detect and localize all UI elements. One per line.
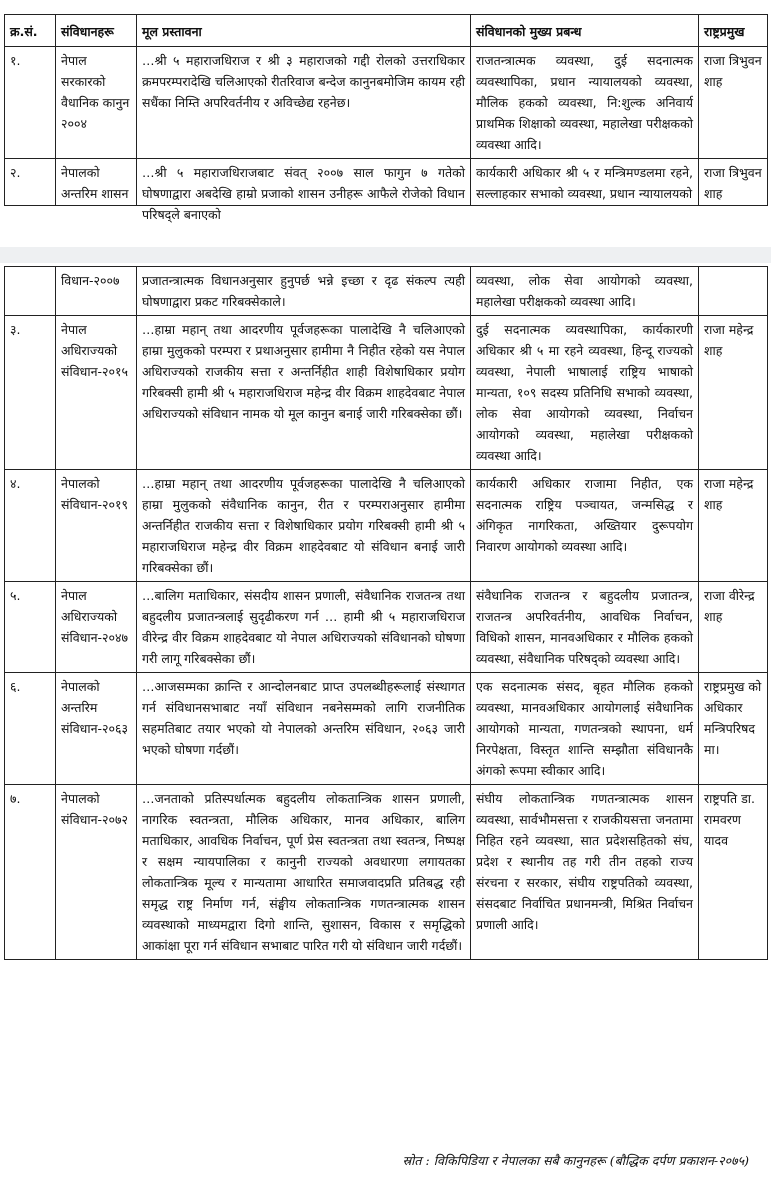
row-sn: ६. (5, 673, 56, 785)
row-sn: २. (5, 159, 56, 206)
row-constitution-name: नेपालको अन्तरिम शासन (56, 159, 137, 206)
row-constitution-name: विधान-२००७ (56, 267, 137, 316)
row-sn: १. (5, 47, 56, 159)
table-row (5, 673, 768, 785)
table-row (5, 470, 768, 582)
row-constitution-name: नेपालको संविधान-२०७२ (56, 785, 137, 960)
row-preamble: प्रजातन्त्रात्मक विधानअनुसार हुनुपर्छ भन्ने इच्छा र दृढ संकल्प त्यही घोषणाद्वारा प्रकट गरिबक्सेकाले। (137, 267, 471, 316)
row-provisions: एक सदनात्मक संसद, बृहत मौलिक हकको व्यवस्था, मानवअधिकार आयोगलाई संवैधानिक आयोगको मान्यता, गणतन्त्रको स्थापना, धर्म निरपेक्षता, विस्तृत शान्ति सम्झौता संविधानकै अंगको रूपमा स्वीकार आदि। (471, 673, 699, 785)
constitution-table-part2 (4, 266, 768, 960)
row-head-of-state: राजा त्रिभुवन शाह (699, 159, 768, 206)
row-provisions: राजतन्त्रात्मक व्यवस्था, दुई सदनात्मक व्यवस्थापिका, प्रधान न्यायालयको व्यवस्था, मौलिक हकको व्यवस्था, नि:शुल्क अनिवार्य प्राथमिक शिक्षाको व्यवस्था, महालेखा परीक्षकको व्यवस्था आदि। (471, 47, 699, 159)
header-constitution: संविधानहरू (56, 15, 137, 47)
row-head-of-state (699, 267, 768, 316)
page-break-divider (0, 247, 771, 263)
header-provisions: संविधानको मुख्य प्रबन्ध (471, 15, 699, 47)
table-row (5, 582, 768, 673)
source-citation: स्रोत : विकिपिडिया र नेपालका सबै कानुनहरू (बौद्धिक दर्पण प्रकाशन-२०७५) (402, 1153, 749, 1168)
constitution-table-part1 (4, 14, 768, 222)
row-preamble: …आजसम्मका क्रान्ति र आन्दोलनबाट प्राप्त उपलब्धीहरूलाई संस्थागत गर्न संविधानसभाबाट नयाँ संविधान नबनेसम्मको लागि राजनीतिक सहमतिबाट तयार भएको यो नेपालको अन्तरिम संविधान, २०६३ जारी भएको घोषणा गर्दछौं। (137, 673, 471, 785)
row-provisions: कार्यकारी अधिकार श्री ५ र मन्त्रिमण्डलमा रहने, सल्लाहकार सभाको व्यवस्था, प्रधान न्यायालयको (471, 159, 699, 206)
row-sn: ५. (5, 582, 56, 673)
header-sn: क्र.सं. (5, 15, 56, 47)
row-provisions: व्यवस्था, लोक सेवा आयोगको व्यवस्था, महालेखा परीक्षकको व्यवस्था आदि। (471, 267, 699, 316)
row-constitution-name: नेपाल अधिराज्यको संविधान-२०१५ (56, 316, 137, 470)
row-head-of-state: राष्ट्रपति डा. रामवरण यादव (699, 785, 768, 960)
row-preamble: …हाम्रा महान् तथा आदरणीय पूर्वजहरूका पालादेखि नै चलिआएको हाम्रा मुलुकको संवैधानिक कानुन, रीत र परम्पराअनुसार हामीमा अन्तर्निहीत राजकीय सत्ता र विशेषाधिकार प्रयोग गरिबक्सी हामी श्री ५ महाराजधिराज महेन्द्र वीर विक्रम शाहदेवबाट यो संविधान बनाई जारी गरिबक्सेका छौं। (137, 470, 471, 582)
row-sn: ७. (5, 785, 56, 960)
row-preamble: …जनताको प्रतिस्पर्धात्मक बहुदलीय लोकतान्त्रिक शासन प्रणाली, नागरिक स्वतन्त्रता, मौलिक अधिकार, मानव अधिकार, बालिग मताधिकार, आवधिक निर्वाचन, पूर्ण प्रेस स्वतन्त्रता तथा स्वतन्त्र, निष्पक्ष र सक्षम न्यायपालिका र कानुनी राज्यको अवधारणा लगायतका लोकतान्त्रिक मूल्य र मान्यतामा आधारित समाजवादप्रति प्रतिबद्ध रही समृद्ध राष्ट्र निर्माण गर्न, संङ्घीय लोकतान्त्रिक गणतन्त्रात्मक शासन व्यवस्थाको माध्यमद्वारा दिगो शान्ति, सुशासन, विकास र समृद्धिको आकांक्षा पूरा गर्न संविधान सभाबाट पारित गरी यो संविधान जारी गर्दछौं। (137, 785, 471, 960)
row-head-of-state: राष्ट्रप्रमुख को अधिकार मन्त्रिपरिषदमा। (699, 673, 768, 785)
row-head-of-state: राजा महेन्द्र शाह (699, 316, 768, 470)
row-preamble: …बालिग मताधिकार, संसदीय शासन प्रणाली, संवैधानिक राजतन्त्र तथा बहुदलीय प्रजातन्त्रलाई सुदृढीकरण गर्न … हामी श्री ५ महाराजधिराज वीरेन्द्र वीर विक्रम शाहदेवबाट यो नेपाल अधिराज्यको संविधानको घोषणा गरी लागू गरिबक्सेका छौं। (137, 582, 471, 673)
row-head-of-state: राजा वीरेन्द्र शाह (699, 582, 768, 673)
row-head-of-state: राजा महेन्द्र शाह (699, 470, 768, 582)
table-row (5, 316, 768, 470)
row-head-of-state: राजा त्रिभुवन शाह (699, 47, 768, 159)
table-row (5, 785, 768, 960)
table-row (5, 159, 768, 206)
header-head-of-state: राष्ट्रप्रमुख (699, 15, 768, 47)
row-provisions: संवैधानिक राजतन्त्र र बहुदलीय प्रजातन्त्र, राजतन्त्र अपरिवर्तनीय, आवधिक निर्वाचन, विधिको शासन, मानवअधिकार र मौलिक हकको व्यवस्था, संवैधानिक परिषद्को व्यवस्था आदि। (471, 582, 699, 673)
table-row (5, 267, 768, 316)
row-provisions: संघीय लोकतान्त्रिक गणतन्त्रात्मक शासन व्यवस्था, सार्वभौमसत्ता र राजकीयसत्ता जनतामा निहित रहने व्यवस्था, सात प्रदेशसहितको संघ, प्रदेश र स्थानीय तह गरी तीन तहको राज्य संरचना र सरकार, संघीय राष्ट्रपतिको व्यवस्था, संसदबाट निर्वाचित प्रधानमन्त्री, मिश्रित निर्वाचन प्रणाली आदि। (471, 785, 699, 960)
row-provisions: दुई सदनात्मक व्यवस्थापिका, कार्यकारणी अधिकार श्री ५ मा रहने व्यवस्था, हिन्दू राज्यको व्यवस्था, नेपाली भाषालाई राष्ट्रिय भाषाको मान्यता, १०९ सदस्य प्रतिनिधि सभाको व्यवस्था, लोक सेवा आयोगको व्यवस्था, निर्वाचन आयोगको व्यवस्था, महालेखा परीक्षकको व्यवस्था आदि। (471, 316, 699, 470)
row-sn (5, 267, 56, 316)
row-provisions: कार्यकारी अधिकार राजामा निहीत, एक सदनात्मक राष्ट्रिय पञ्चायत, जन्मसिद्ध र अंगिकृत नागरिकता, अख्तियार दुरूपयोग निवारण आयोगको व्यवस्था आदि। (471, 470, 699, 582)
row-sn: ४. (5, 470, 56, 582)
header-preamble: मूल प्रस्तावना (137, 15, 471, 47)
row-constitution-name: नेपालको संविधान-२०१९ (56, 470, 137, 582)
row-constitution-name: नेपाल सरकारको वैधानिक कानुन २००४ (56, 47, 137, 159)
row-constitution-name: नेपाल अधिराज्यको संविधान-२०४७ (56, 582, 137, 673)
row-preamble: …हाम्रा महान् तथा आदरणीय पूर्वजहरूका पालादेखि नै चलिआएको हाम्रा मुलुकको परम्परा र प्रथाअनुसार हामीमा नै निहीत रहेको यस नेपाल अधिराज्यको राजकीय सत्ता र अन्तर्निहीत शाही विशेषाधिकार प्रयोग गरिबक्सी हामी श्री ५ महाराजधिराज महेन्द्र वीर विक्रम शाहदेवबाट नेपाल अधिराज्यको संविधान नामक यो मूल कानुन बनाई जारी गरिबक्सेका छौं। (137, 316, 471, 470)
table-header-row (5, 15, 768, 47)
row-constitution-name: नेपालको अन्तरिम संविधान-२०६३ (56, 673, 137, 785)
row-preamble: …श्री ५ महाराजधिराजबाट संवत् २००७ साल फागुन ७ गतेको घोषणाद्वारा अबदेखि हाम्रो प्रजाको शासन उनीहरू आफैले रोजेको विधान परिषद्ले बनाएको (137, 159, 471, 206)
row-preamble: …श्री ५ महाराजधिराज र श्री ३ महाराजको गद्दी रोलको उत्तराधिकार क्रमपरम्परादेखि चलिआएको रीतरिवाज बन्देज कानुनबमोजिम कायम रही सधैंका निम्ति अपरिवर्तनीय र अविच्छेद्य रहनेछ। (137, 47, 471, 159)
table-row (5, 47, 768, 159)
row-sn: ३. (5, 316, 56, 470)
